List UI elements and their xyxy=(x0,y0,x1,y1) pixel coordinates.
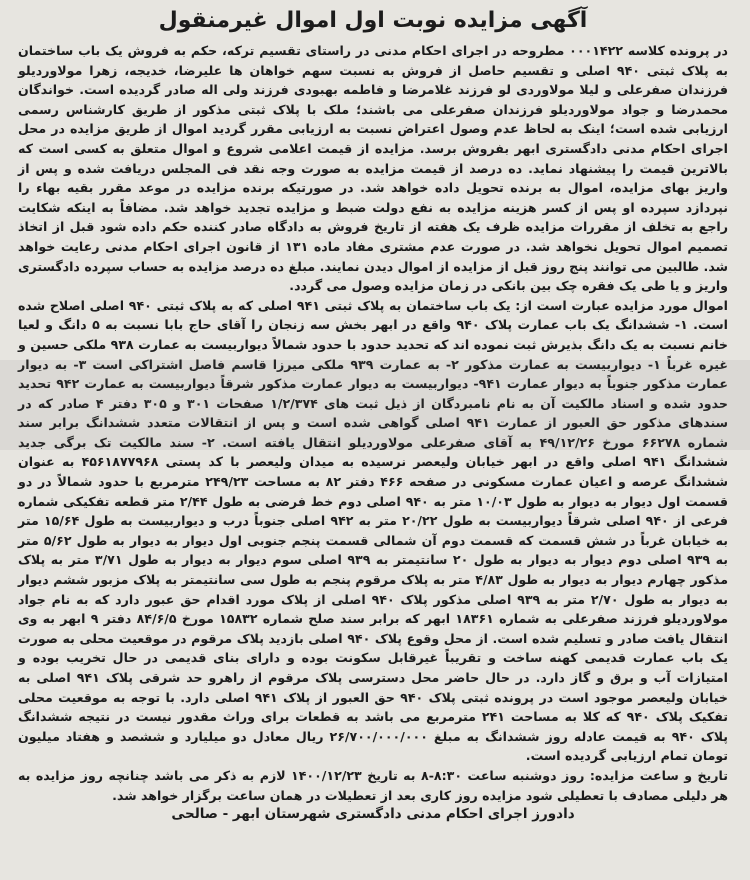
intro-paragraph: در پرونده کلاسه ۰۰۰۱۴۲۲ مطروحه در اجرای احکام مدنی در راستای تقسیم ترکه، حکم به فروش یک باب ساختمان به پلاک ثبتی ۹۴۰ اصلی و تقسیم حاصل از فروش به نسبت سهم خواهان ها علیرضا، خدیجه، زهرا مولاوردیلو فرزندان صفرعلی و لیلا مولاوردی لو فرزند غلامرضا و فاطمه بهبودی فرزند ولی اله صادر گردیده است. خواندگان محمدرضا و جواد مولاوردیلو فرزندان صفرعلی می باشند؛ ملک با پلاک ثبتی مذکور از طریق کارشناس رسمی ارزیابی شده است؛ اینک به لحاظ عدم وصول اعتراض نسبت به ارزیابی مقرر گردید اموال از طریق مزایده در محل اجرای احکام مدنی دادگستری ابهر بفروش برسد. مزایده از قیمت اعلامی شروع و اموال متعلق به کسی است که بالاترین قیمت را پیشنهاد نماید. ده درصد از قیمت مزایده به صورت وجه نقد فی المجلس دریافت شده و پس از واریز بهای مزایده، اموال به برنده تحویل داده خواهد شد. در صورتیکه برنده مزایده در موعد مقرر بقیه بهاء را نپردازد سپرده او پس از کسر هزینه مزایده به نفع دولت ضبط و مزایده تجدید خواهد شد. مضافاً به اینکه شکایت راجع به تخلف از مقررات مزایده ظرف یک هفته از تاریخ فروش به دادگاه صادر کننده حکم داده شود قبل از اتخاذ تصمیم اموال تحویل نخواهد شد. در صورت عدم مشتری مفاد ماده ۱۳۱ از قانون اجرای احکام مدنی رعایت خواهد شد. طالبین می توانند پنج روز قبل از مزایده از اموال دیدن نمایند. مبلغ ده درصد مزایده به حساب سپرده دادگستری واریز و یا طی یک فقره چک بین بانکی در زمان مزایده وصول می گردد. xyxy=(18,43,728,294)
notice-title: آگهی مزایده نوبت اول اموال غیرمنقول xyxy=(158,8,588,33)
notice-body xyxy=(18,41,728,805)
property-paragraph xyxy=(18,296,728,766)
date-text: روز دوشنبه ساعت ۸:۳۰-۸ به تاریخ ۱۴۰۰/۱۲/۲۳ لازم به ذکر می باشد چنانچه روز مزایده به هر دلیلی مصادف با تعطیلی شود مزایده روز کاری بعد از تعطیلات در همان ساعت برگزار خواهد شد. xyxy=(18,767,728,803)
signature: دادورز اجرای احکام مدنی دادگستری شهرستان ابهر - صالحی xyxy=(171,806,575,823)
property-heading: اموال مورد مزایده xyxy=(614,297,728,313)
property-text: عبارت است از: یک باب ساختمان به پلاک ثبتی ۹۴۱ اصلی که به پلاک ثبتی ۹۴۰ اصلی اصلاح شده است. ۱- ششدانگ یک باب عمارت پلاک ۹۴۰ واقع در ابهر بخش سه زنجان را آقای حاج بابا نسبت به ۵ دانگ و لعیا خانم نسبت به یک دانگ بذیرش ثبت نموده اند که تحدید حدود با حدود شمالاً دیواربیست به عمارت ۹۳۸ ملکی حسین و غیره غرباً ۱- دیواربیست به عمارت مذکور ۲- به عمارت ۹۳۹ ملکی میرزا قاسم فاصل اشتراکی است ۳- به دیوار عمارت مذکور جنوباً به دیوار عمارت ۹۴۱- دیواربیست به دیوار عمارت مذکور شرقاً دیواربیست به عمارت ۹۴۲ تحدید حدود شده و اسناد مالکیت آن به نام نامبردگان از ذیل ثبت های ۱/۲/۳۷۴ صفحات ۳۰۱ و ۳۰۵ دفتر ۴ صادر که در سندهای مذکور حق العبور از عمارت ۹۴۱ اصلی گواهی شده است و پس از انتقالات متعدد ششدانگ برابر سند شماره ۶۶۲۷۸ مورخ ۴۹/۱۲/۲۶ به آقای صفرعلی مولاوردیلو انتقال یافته است. ۲- سند مالکیت تک برگی جدید ششدانگ ۹۴۱ اصلی واقع در ابهر خیابان ولیعصر نرسیده به میدان ولیعصر با کد پستی ۴۵۶۱۸۷۷۹۶۸ به عنوان ششدانگ عرصه و اعیان عمارت مسکونی در صفحه ۴۶۶ دفتر ۸۲ به مساحت ۲۴۹/۲۳ مترمربع با حدود شمالاً در دو قسمت اول دیوار به دیوار به طول ۱۰/۰۳ متر به ۹۴۰ اصلی دوم خط فرضی به طول ۲/۴۴ متر قطعه تفکیکی شماره فرعی از ۹۴۰ اصلی شرقاً دیواربیست به طول ۲۰/۲۲ متر به ۹۴۲ اصلی جنوباً درب و دیواربیست به طول ۱۵/۶۴ متر به خیابان غرباً در شش قسمت که قسمت دوم آن شمالی قسمت پنجم جنوبی اول دیوار به دیوار به طول ۵/۶۲ متر به ۹۳۹ اصلی دوم دیوار به دیوار به طول ۲۰ سانتیمتر به ۹۳۹ اصلی سوم دیوار به دیوار به طول ۳/۷۱ متر به پلاک مذکور چهارم دیوار به دیوار به طول ۴/۸۳ متر به پلاک مرقوم پنجم به طول سی سانتیمتر به پلاک مزبور ششم دیوار به دیوار به طول ۲/۷۰ متر به ۹۳۹ اصلی مذکور پلاک ۹۴۰ اصلی از پلاک مورد اقدام حق عبور دارد که به نام جواد مولاوردیلو فرزند صفرعلی به شماره ۱۸۳۶۱ ابهر که برابر سند صلح شماره ۱۵۸۳۲ مورخ ۸۴/۶/۵ دفتر ۹ ابهر به وی انتقال یافت صادر و تسلیم شده است. از محل وقوع پلاک ۹۴۰ اصلی بازدید پلاک مرقوم در موقعیت محلی به صورت یک باب عمارت قدیمی کهنه ساخت و تقریباً غیرقابل سکونت بوده و دارای بنای قدیمی در حال تخریب بوده و امتیازات آب و برق و گاز دارد. در حال حاضر محل دسترسی پلاک مرقوم از راهرو حد شرقی پلاک ۹۴۱ اصلی به خیابان ولیعصر موجود است در پرونده ثبتی پلاک ۹۴۰ حق العبور از پلاک ۹۴۱ اصلی دارد. با توجه به موقعیت محلی تفکیک پلاک ۹۴۰ که کلا به مساحت ۲۴۱ مترمربع می باشد به قطعات برای وراث مقدور نیست در نتیجه ششدانگ پلاک ۹۴۰ به قیمت عادله روز ششدانگ به مبلغ ۲۶/۷۰۰/۰۰۰/۰۰۰ ریال معادل دو میلیارد و ششصد و هفتاد میلیون تومان تمام ارزیابی گردیده است. xyxy=(18,297,729,764)
date-heading: تاریخ و ساعت مزایده: xyxy=(589,767,728,783)
date-paragraph xyxy=(18,766,728,805)
